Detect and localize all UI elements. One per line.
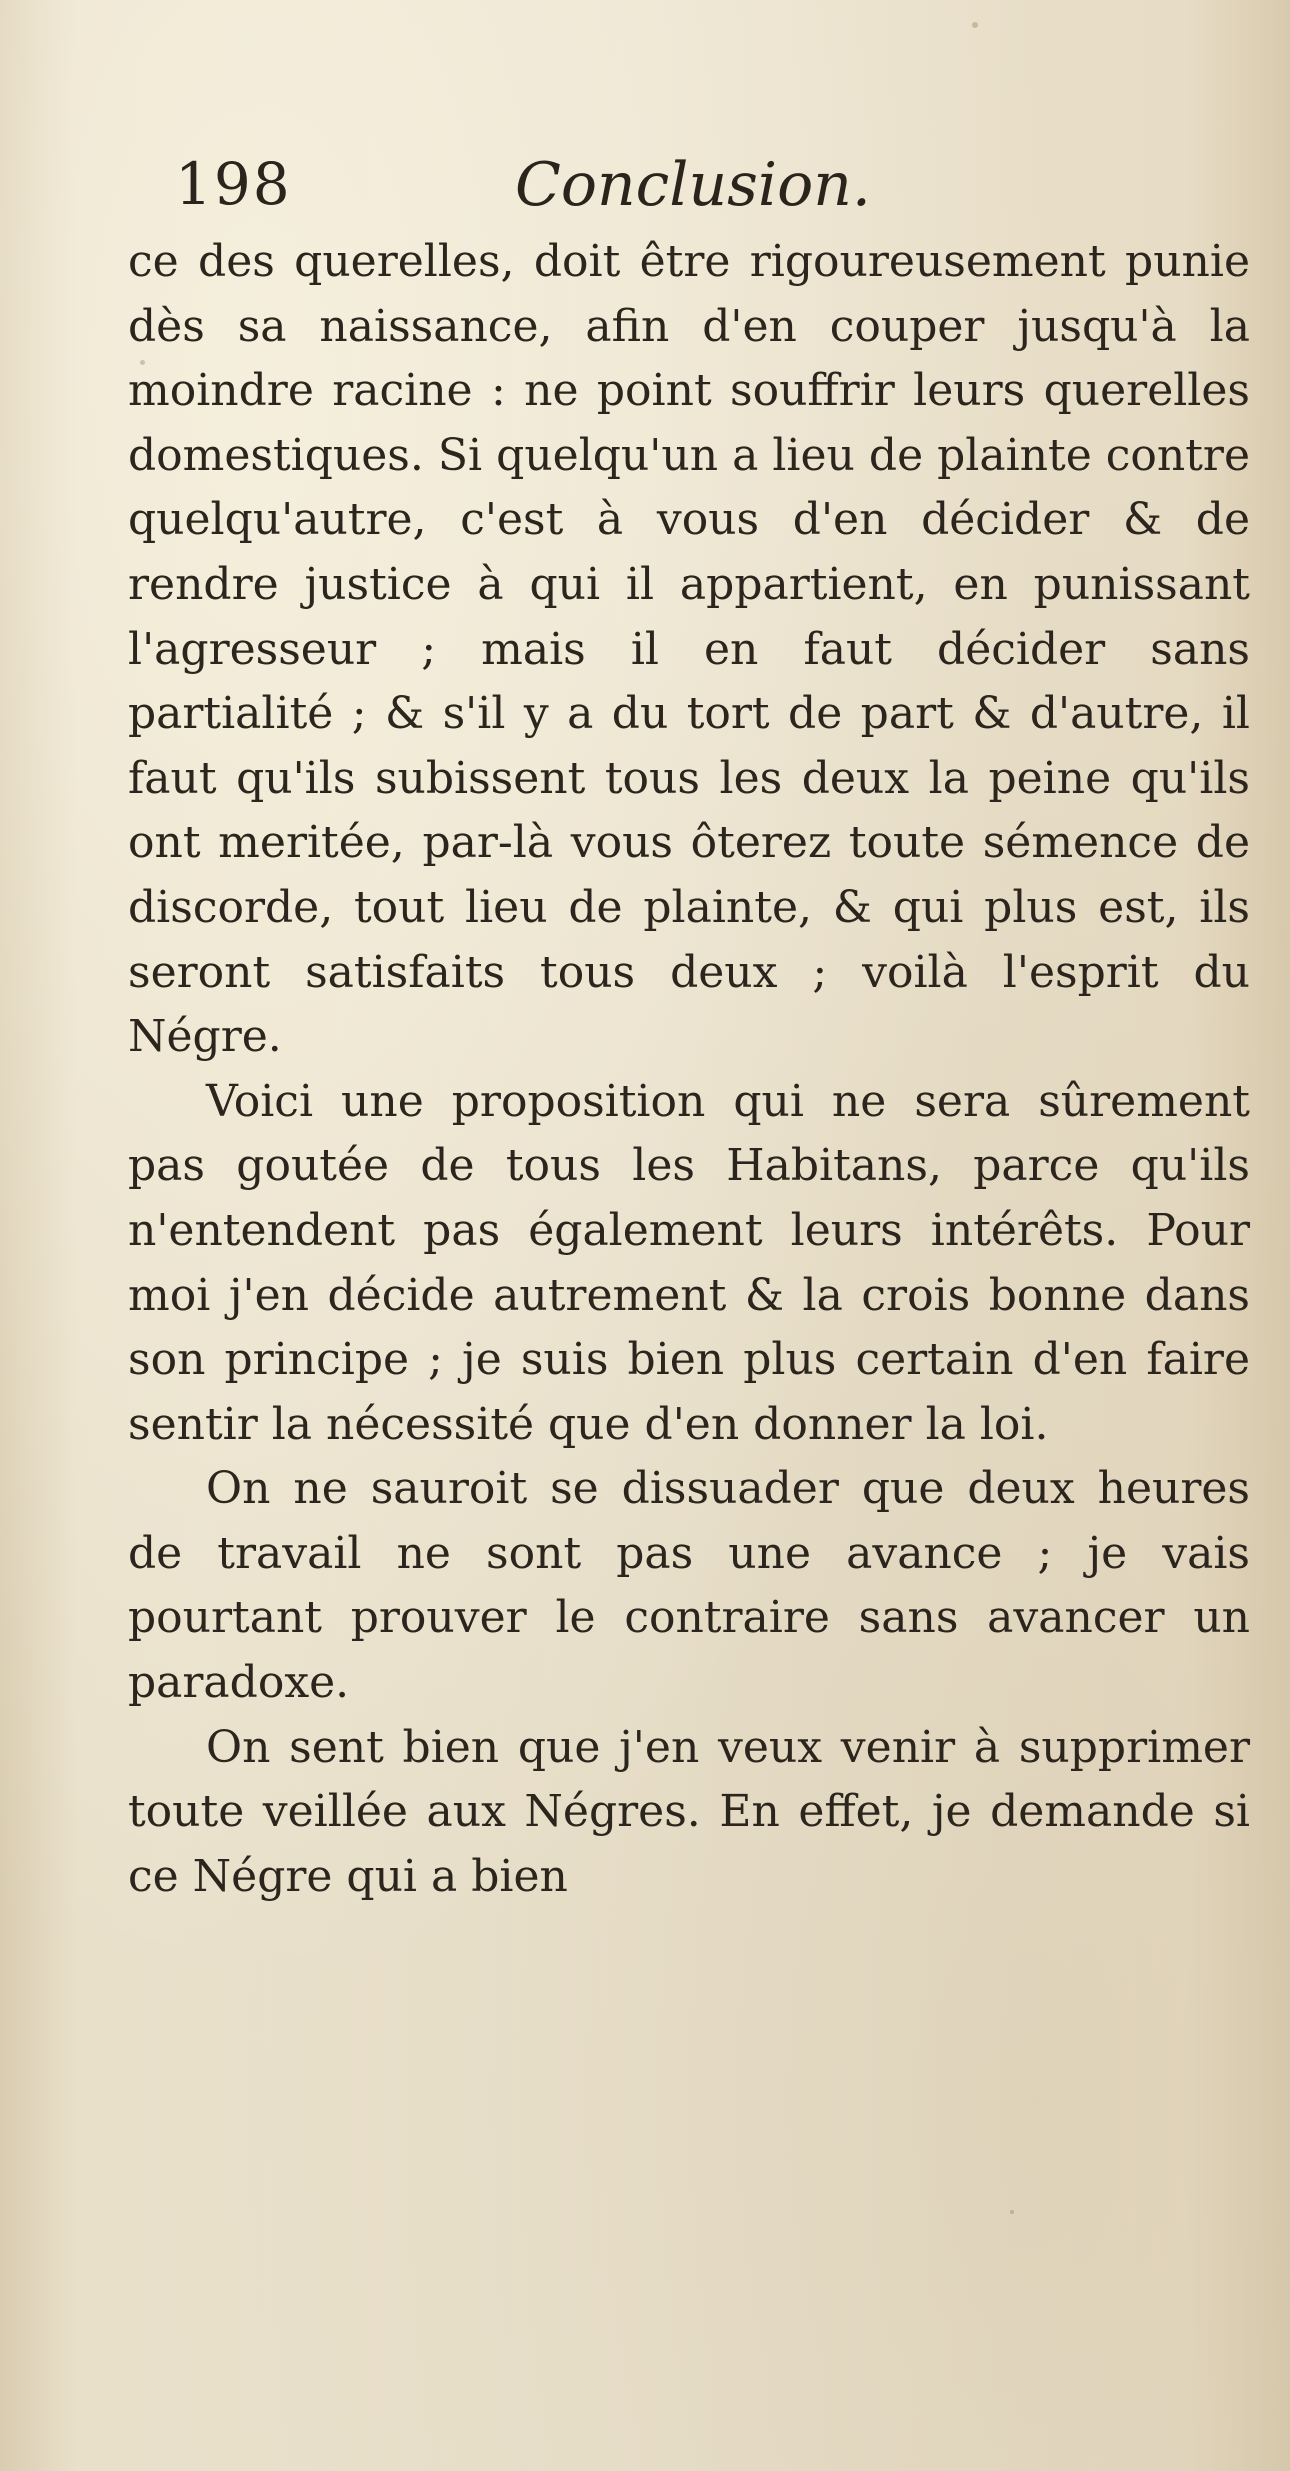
paragraph: ce des querelles, doit être rigoureusement punie dès sa naissance, afin d'en couper jusqu'à la moindre racine : ne point souffrir leurs querelles domestiques. Si quelqu'un a lieu de plainte contre quelqu'autre, c'est à vous d'en décider & de rendre justice à qui il appartient, en punissant l'agresseur ; mais il en faut décider sans partialité ; & s'il y a du tort de part & d'autre, il faut qu'ils subissent tous les deux la peine qu'ils ont meritée, par-là vous ôterez toute sémence de discorde, tout lieu de plainte, & qui plus est, ils seront satisfaits tous deux ; voilà l'esprit du Négre. bbox=[128, 236, 1250, 1063]
paragraph: Voici une proposition qui ne sera sûrement pas goutée de tous les Habitans, parce qu'ils n'entendent pas également leurs intérêts. Pour moi j'en décide autrement & la crois bonne dans son principe ; je suis bien plus certain d'en faire sentir la nécessité que d'en donner la loi. bbox=[128, 1075, 1250, 1450]
page-header bbox=[175, 150, 1180, 230]
paragraph: On ne sauroit se dissuader que deux heures de travail ne sont pas une avance ; je vais pourtant prouver le contraire sans avancer un paradoxe. bbox=[128, 1463, 1250, 1709]
body-text bbox=[128, 230, 1250, 1909]
paragraph: On sent bien que j'en veux venir à supprimer toute veillée aux Négres. En effet, je demande si ce Négre qui a bien bbox=[128, 1721, 1250, 1902]
running-title: Conclusion. bbox=[515, 150, 871, 220]
paper-spot bbox=[1010, 2210, 1014, 2214]
page-number: 198 bbox=[175, 150, 292, 218]
paper-spot bbox=[972, 22, 978, 28]
